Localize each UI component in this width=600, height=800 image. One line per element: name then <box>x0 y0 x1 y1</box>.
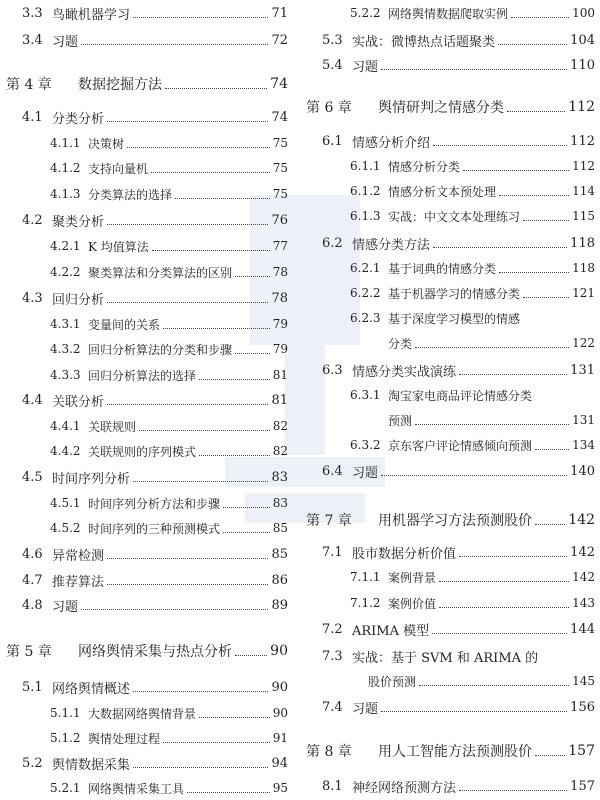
entry-title: 京东客户评论情感倾向预测 <box>388 438 533 453</box>
entry-page: 145 <box>572 674 595 688</box>
toc-entry <box>300 157 595 175</box>
dot-leader <box>187 792 270 793</box>
chapter-title: 网络舆情采集与热点分析 <box>78 644 232 660</box>
entry-page: 142 <box>572 570 595 584</box>
entry-page: 74 <box>271 109 288 125</box>
entry-title: 情感分析介绍 <box>352 135 431 151</box>
entry-number: 7.4 <box>322 699 343 715</box>
dot-leader <box>107 404 268 405</box>
toc-entry <box>300 182 595 200</box>
entry-number: 6.4 <box>322 463 343 479</box>
toc-entry <box>300 777 595 795</box>
entry-number: 5.2 <box>22 755 43 771</box>
entry-page: 82 <box>272 444 288 458</box>
dot-leader <box>163 742 270 743</box>
dot-leader <box>133 691 268 692</box>
dot-leader <box>415 347 569 348</box>
entry-title: 分类算法的选择 <box>88 187 173 202</box>
toc-entry <box>300 132 595 150</box>
dot-leader <box>459 556 567 557</box>
entry-number: 4.4.2 <box>50 444 81 458</box>
entry-title: 实战：中文文本处理练习 <box>388 209 521 224</box>
toc-entry <box>300 4 595 22</box>
entry-title: 股价预测 <box>368 674 417 689</box>
entry-title: K 均值算法 <box>88 239 149 254</box>
toc-entry <box>300 259 595 277</box>
toc-entry <box>0 391 288 409</box>
toc-entry <box>0 263 288 281</box>
entry-number: 7.1.1 <box>350 570 381 584</box>
dot-leader <box>152 250 270 251</box>
entry-title: 舆情处理过程 <box>88 731 161 746</box>
dot-leader <box>432 633 567 634</box>
entry-number: 4.1 <box>22 109 43 125</box>
dot-leader <box>199 717 270 718</box>
entry-page: 91 <box>272 731 288 745</box>
toc-entry <box>300 361 595 379</box>
toc-entry <box>0 545 288 563</box>
toc-entry <box>0 596 288 614</box>
toc-entry <box>0 754 288 772</box>
toc-entry <box>300 647 595 665</box>
dot-leader <box>511 17 569 18</box>
entry-number: 3.4 <box>22 32 43 48</box>
entry-title: 时间序列分析方法和步骤 <box>88 496 221 511</box>
entry-number: 4.6 <box>22 546 43 562</box>
entry-title: 基于机器学习的情感分类 <box>388 286 521 301</box>
dot-leader <box>381 69 567 70</box>
entry-number: 6.3 <box>322 362 343 378</box>
chapter-number: 第 6 章 <box>306 100 352 116</box>
dot-leader <box>459 790 567 791</box>
toc-entry <box>300 698 595 716</box>
toc-chapter-entry <box>0 74 288 94</box>
entry-title: 聚类算法和分类算法的区别 <box>88 265 233 280</box>
entry-page: 100 <box>572 6 595 20</box>
toc-entry <box>0 4 288 22</box>
entry-title: 网络舆情数据爬取实例 <box>388 6 509 21</box>
entry-title: 实战：基于 SVM 和 ARIMA 的 <box>352 650 539 666</box>
entry-number: 4.3.1 <box>50 317 81 331</box>
dot-leader <box>463 170 569 171</box>
entry-title: 网络舆情概述 <box>52 681 131 697</box>
dot-leader <box>459 374 567 375</box>
entry-number: 4.2 <box>22 212 43 228</box>
dot-leader <box>175 198 270 199</box>
entry-number: 4.5 <box>22 469 43 485</box>
entry-title: 案例价值 <box>388 596 437 611</box>
dot-leader <box>535 449 569 450</box>
entry-title: 股市数据分析价值 <box>352 546 457 562</box>
entry-number: 4.5.2 <box>50 521 81 535</box>
entry-number: 4.4.1 <box>50 419 81 433</box>
toc-entry <box>300 234 595 252</box>
entry-page: 95 <box>272 781 288 795</box>
dot-leader <box>419 685 569 686</box>
toc-entry <box>300 284 595 302</box>
entry-page: 121 <box>572 286 595 300</box>
chapter-title: 用人工智能方法预测股价 <box>378 744 532 760</box>
entry-number: 4.2.2 <box>50 265 81 279</box>
entry-page: 75 <box>272 161 288 175</box>
dot-leader <box>433 145 567 146</box>
entry-title: 关联规则的序列模式 <box>88 444 197 459</box>
entry-title: 大数据网络舆情背景 <box>88 706 197 721</box>
entry-title: 回归分析算法的选择 <box>88 368 197 383</box>
entry-number: 7.2 <box>322 621 343 637</box>
entry-number: 4.3 <box>22 290 43 306</box>
entry-page: 143 <box>572 596 595 610</box>
entry-page: 112 <box>570 133 595 149</box>
dot-leader <box>223 532 270 533</box>
entry-title: 推荐算法 <box>52 574 105 590</box>
entry-number: 6.1.2 <box>350 184 381 198</box>
entry-page: 118 <box>572 261 595 275</box>
toc-entry <box>0 366 288 384</box>
toc-entry <box>0 704 288 722</box>
entry-page: 71 <box>271 5 288 21</box>
entry-number: 6.2 <box>322 235 343 251</box>
entry-title: 预测 <box>388 413 413 428</box>
entry-title: 实战：微博热点话题聚类 <box>352 34 496 50</box>
toc-entry <box>0 417 288 435</box>
toc-chapter-entry <box>300 510 595 530</box>
entry-title: 分类 <box>388 336 413 351</box>
dot-leader <box>133 767 268 768</box>
dot-leader <box>133 481 268 482</box>
entry-title: 网络舆情采集工具 <box>88 781 185 796</box>
toc-entry <box>0 211 288 229</box>
entry-title: 鸟瞰机器学习 <box>52 7 131 23</box>
entry-number: 4.1.3 <box>50 187 81 201</box>
dot-leader <box>107 121 268 122</box>
entry-page: 110 <box>570 57 595 73</box>
entry-page: 144 <box>570 621 595 637</box>
toc-entry <box>0 494 288 512</box>
chapter-title: 用机器学习方法预测股价 <box>378 513 532 529</box>
chapter-number: 第 4 章 <box>6 77 52 93</box>
entry-number: 5.2.1 <box>50 781 81 795</box>
entry-title: 舆情数据采集 <box>52 757 131 773</box>
dot-leader <box>523 220 569 221</box>
toc-entry <box>0 315 288 333</box>
entry-page: 75 <box>272 187 288 201</box>
entry-title: 情感分类方法 <box>352 237 431 253</box>
toc-entry <box>300 568 595 586</box>
entry-title: 习题 <box>52 599 79 615</box>
dot-leader <box>235 655 267 656</box>
toc-entry <box>300 594 595 612</box>
dot-leader <box>523 297 569 298</box>
entry-title: 关联规则 <box>88 419 137 434</box>
entry-title: 时间序列的三种预测模式 <box>88 521 221 536</box>
dot-leader <box>439 607 569 608</box>
entry-page: 77 <box>272 239 288 253</box>
entry-number: 6.3.2 <box>350 438 381 452</box>
entry-page: 142 <box>570 544 595 560</box>
entry-number: 4.3.2 <box>50 342 81 356</box>
chapter-title: 舆情研判之情感分类 <box>378 100 504 116</box>
entry-page: 81 <box>272 368 288 382</box>
entry-number: 7.1 <box>322 544 343 560</box>
dot-leader <box>235 276 270 277</box>
entry-number: 3.3 <box>22 5 43 21</box>
entry-page: 83 <box>271 469 288 485</box>
toc-chapter-entry <box>300 741 595 761</box>
toc-entry <box>0 108 288 126</box>
entry-number: 6.3.1 <box>350 388 381 402</box>
entry-number: 5.1.2 <box>50 731 81 745</box>
entry-page: 78 <box>272 265 288 279</box>
dot-leader <box>199 455 270 456</box>
entry-title: 变量间的关系 <box>88 317 161 332</box>
toc-entry <box>0 779 288 797</box>
toc-entry <box>0 468 288 486</box>
entry-title: 习题 <box>52 34 79 50</box>
dot-leader <box>381 711 567 712</box>
entry-page: 104 <box>570 32 595 48</box>
toc-entry <box>0 237 288 255</box>
entry-title: 案例背景 <box>388 570 437 585</box>
entry-page: 82 <box>272 419 288 433</box>
dot-leader <box>107 302 268 303</box>
toc-entry <box>300 207 595 225</box>
toc-entry <box>0 340 288 358</box>
entry-number: 5.2.2 <box>350 6 381 20</box>
entry-title: 基于深度学习模型的情感 <box>388 311 521 326</box>
entry-title: 回归分析 <box>52 292 105 308</box>
entry-number: 8.1 <box>322 778 343 794</box>
dot-leader <box>415 424 569 425</box>
dot-leader <box>223 507 270 508</box>
toc-entry <box>0 729 288 747</box>
entry-page: 79 <box>272 342 288 356</box>
entry-title: 基于词典的情感分类 <box>388 261 497 276</box>
toc-entry <box>300 386 595 404</box>
entry-page: 112 <box>572 159 595 173</box>
dot-leader <box>439 581 569 582</box>
entry-page: 114 <box>572 184 595 198</box>
toc-entry <box>300 436 595 454</box>
dot-leader <box>81 44 268 45</box>
entry-page: 140 <box>570 463 595 479</box>
entry-page: 85 <box>271 546 288 562</box>
dot-leader <box>499 272 569 273</box>
toc-entry <box>0 519 288 537</box>
entry-page: 76 <box>271 212 288 228</box>
toc-entry <box>0 185 288 203</box>
toc-entry <box>300 56 595 74</box>
dot-leader <box>133 17 268 18</box>
entry-number: 6.1.3 <box>350 209 381 223</box>
entry-page: 89 <box>271 597 288 613</box>
entry-number: 4.1.1 <box>50 136 81 150</box>
entry-title: 情感分析文本预处理 <box>388 184 497 199</box>
entry-title: 聚类分析 <box>52 214 105 230</box>
chapter-number: 第 7 章 <box>306 513 352 529</box>
entry-number: 6.1.1 <box>350 159 381 173</box>
toc-entry-continued <box>300 411 595 429</box>
dot-leader <box>433 247 567 248</box>
entry-page: 86 <box>271 572 288 588</box>
entry-page: 112 <box>568 99 595 115</box>
entry-page: 115 <box>572 209 595 223</box>
entry-title: 分类分析 <box>52 111 105 127</box>
dot-leader <box>498 44 567 45</box>
entry-title: 关联分析 <box>52 394 105 410</box>
entry-page: 131 <box>570 362 595 378</box>
entry-page: 90 <box>270 643 288 659</box>
dot-leader <box>107 224 268 225</box>
dot-leader <box>107 584 268 585</box>
entry-page: 75 <box>272 136 288 150</box>
entry-title: 回归分析算法的分类和步骤 <box>88 342 233 357</box>
entry-title: 神经网络预测方法 <box>352 780 457 796</box>
entry-number: 5.4 <box>322 57 343 73</box>
chapter-number: 第 5 章 <box>6 644 52 660</box>
dot-leader <box>507 111 565 112</box>
entry-number: 7.1.2 <box>350 596 381 610</box>
entry-number: 7.3 <box>322 648 343 664</box>
dot-leader <box>235 353 270 354</box>
entry-page: 142 <box>568 512 595 528</box>
entry-number: 6.2.1 <box>350 261 381 275</box>
entry-page: 157 <box>570 778 595 794</box>
entry-page: 134 <box>572 438 595 452</box>
entry-page: 83 <box>272 496 288 510</box>
entry-number: 4.4 <box>22 392 43 408</box>
dot-leader <box>165 88 267 89</box>
toc-entry <box>300 620 595 638</box>
entry-title: 时间序列分析 <box>52 471 131 487</box>
entry-page: 78 <box>271 290 288 306</box>
entry-number: 4.8 <box>22 597 43 613</box>
chapter-title: 数据挖掘方法 <box>78 77 162 93</box>
entry-title: 决策树 <box>88 136 125 151</box>
entry-title: 淘宝家电商品评论情感分类 <box>388 388 533 403</box>
entry-number: 4.5.1 <box>50 496 81 510</box>
toc-entry <box>0 31 288 49</box>
entry-title: 情感分类实战演练 <box>352 364 457 380</box>
toc-entry <box>0 571 288 589</box>
entry-number: 4.7 <box>22 572 43 588</box>
entry-number: 4.1.2 <box>50 161 81 175</box>
dot-leader <box>107 558 268 559</box>
toc-entry <box>0 442 288 460</box>
entry-number: 6.1 <box>322 133 343 149</box>
entry-title: 异常检测 <box>52 548 105 564</box>
entry-page: 74 <box>270 76 288 92</box>
dot-leader <box>139 430 270 431</box>
entry-title: 情感分析分类 <box>388 159 461 174</box>
entry-page: 94 <box>271 755 288 771</box>
entry-page: 157 <box>568 743 595 759</box>
dot-leader <box>381 475 567 476</box>
dot-leader <box>199 379 270 380</box>
toc-chapter-entry <box>300 97 595 117</box>
entry-page: 79 <box>272 317 288 331</box>
dot-leader <box>535 755 565 756</box>
entry-number: 6.2.2 <box>350 286 381 300</box>
dot-leader <box>163 328 270 329</box>
toc-entry <box>300 31 595 49</box>
entry-page: 90 <box>271 679 288 695</box>
dot-leader <box>535 524 565 525</box>
dot-leader <box>151 172 270 173</box>
entry-title: 习题 <box>352 59 379 75</box>
toc-entry <box>300 543 595 561</box>
dot-leader <box>81 609 268 610</box>
entry-title: 习题 <box>352 701 379 717</box>
toc-entry <box>0 159 288 177</box>
entry-page: 122 <box>572 336 595 350</box>
entry-page: 118 <box>570 235 595 251</box>
entry-page: 131 <box>572 413 595 427</box>
entry-page: 90 <box>272 706 288 720</box>
dot-leader <box>127 147 270 148</box>
toc-entry <box>300 462 595 480</box>
toc-entry <box>300 309 595 327</box>
entry-number: 6.2.3 <box>350 311 381 325</box>
chapter-number: 第 8 章 <box>306 744 352 760</box>
entry-page: 85 <box>272 521 288 535</box>
entry-title: ARIMA 模型 <box>352 623 430 639</box>
entry-title: 习题 <box>352 465 379 481</box>
entry-page: 81 <box>271 392 288 408</box>
entry-number: 5.3 <box>322 32 343 48</box>
toc-chapter-entry <box>0 641 288 661</box>
toc-entry-continued <box>300 672 595 690</box>
entry-number: 5.1.1 <box>50 706 81 720</box>
entry-page: 156 <box>570 699 595 715</box>
dot-leader <box>499 195 569 196</box>
entry-number: 4.2.1 <box>50 239 81 253</box>
toc-entry-continued <box>300 334 595 352</box>
entry-title: 支持向量机 <box>88 161 149 176</box>
entry-number: 4.3.3 <box>50 368 81 382</box>
toc-entry <box>0 289 288 307</box>
toc-entry <box>0 678 288 696</box>
toc-entry <box>0 134 288 152</box>
entry-page: 72 <box>271 32 288 48</box>
entry-number: 5.1 <box>22 679 43 695</box>
